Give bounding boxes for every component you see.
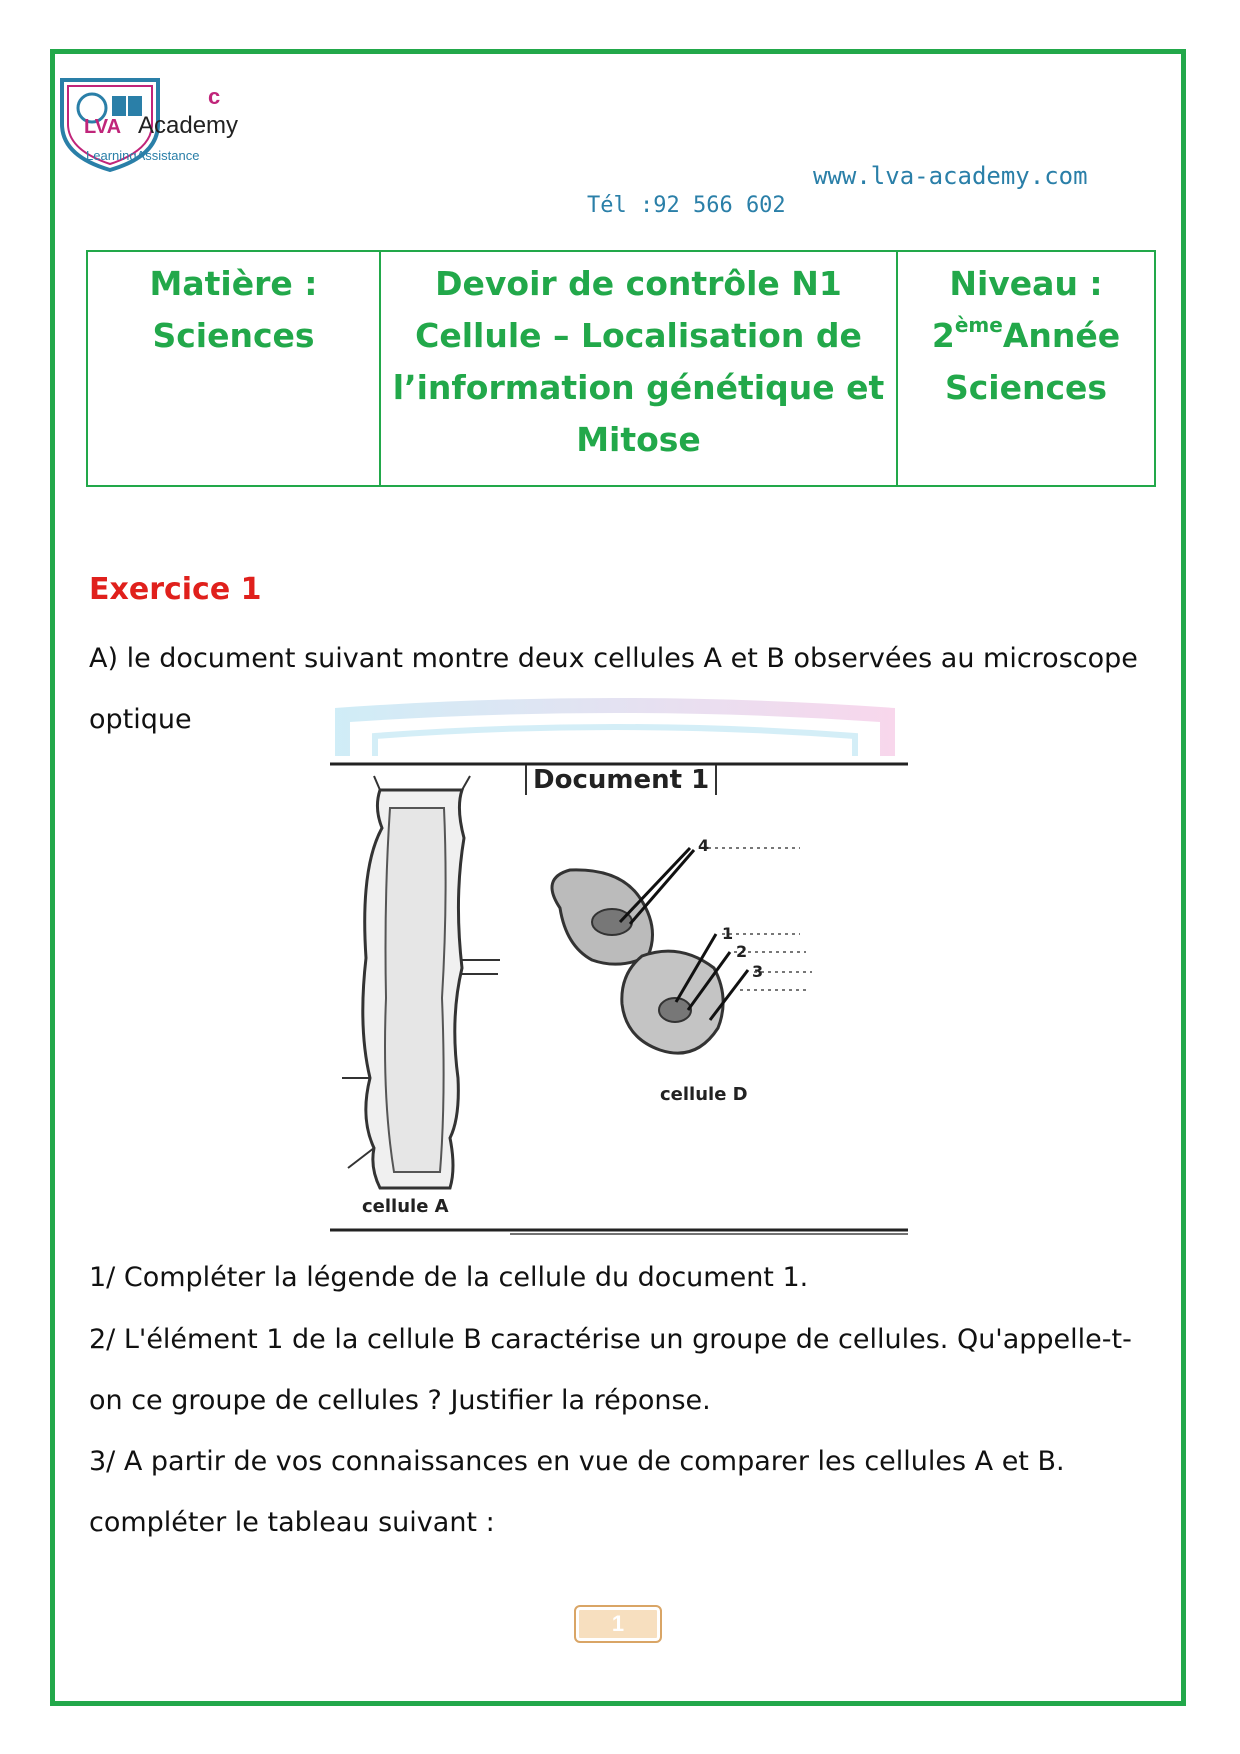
level-superscript: ème — [954, 313, 1003, 337]
document-1-label: Document 1 — [525, 765, 717, 795]
cell-b-drawing — [552, 848, 812, 1053]
level-number: 2 — [931, 316, 955, 355]
logo-tagline: LearningAssistance — [86, 148, 200, 163]
title-line-4: Mitose — [576, 420, 701, 459]
lva-logo — [58, 76, 258, 176]
page-number: 1 — [574, 1605, 662, 1643]
level-cell — [898, 252, 1154, 485]
logo-lva-text: LVA — [84, 116, 122, 138]
question-3-line-2: compléter le tableau suivant : — [89, 1507, 495, 1538]
subject-value: Sciences — [152, 316, 315, 355]
title-line-3: l’information génétique et — [392, 368, 885, 407]
cell-a-label: cellule A — [362, 1196, 449, 1217]
subject-label: Matière : — [149, 264, 318, 303]
question-2-line-1: 2/ L'élément 1 de la cellule B caractérise un groupe de cellules. Qu'appelle-t- — [89, 1324, 1132, 1355]
label-number-4: 4 — [698, 836, 710, 855]
cell-b-label: cellule D — [660, 1084, 748, 1105]
title-cell — [381, 252, 898, 485]
intro-line-1: A) le document suivant montre deux cellules A et B observées au microscope — [89, 643, 1138, 674]
logo-c-letter: c — [208, 84, 221, 109]
phone-text: Tél :92 566 602 — [587, 193, 786, 218]
label-number-2: 2 — [736, 942, 748, 961]
level-year: Année — [1002, 316, 1121, 355]
label-number-1: 1 — [722, 924, 734, 943]
level-label: Niveau : — [949, 264, 1103, 303]
logo-brand-name: Academy — [138, 112, 239, 139]
title-line-1: Devoir de contrôle N1 — [435, 264, 842, 303]
subject-cell — [88, 252, 381, 485]
level-value: Sciences — [944, 368, 1108, 407]
cell-a-drawing — [342, 776, 500, 1188]
website-text: www.lva-academy.com — [813, 162, 1088, 190]
intro-line-2: optique — [89, 704, 192, 735]
question-1: 1/ Compléter la légende de la cellule du document 1. — [89, 1262, 809, 1293]
question-2-line-2: on ce groupe de cellules ? Justifier la réponse. — [89, 1385, 711, 1416]
header-table — [86, 250, 1156, 487]
title-line-2: Cellule – Localisation de — [415, 316, 862, 355]
level-year-line — [898, 310, 1154, 362]
label-number-3: 3 — [752, 962, 764, 981]
question-3-line-1: 3/ A partir de vos connaissances en vue de comparer les cellules A et B. — [89, 1446, 1065, 1477]
exercise-title: Exercice 1 — [89, 572, 262, 607]
